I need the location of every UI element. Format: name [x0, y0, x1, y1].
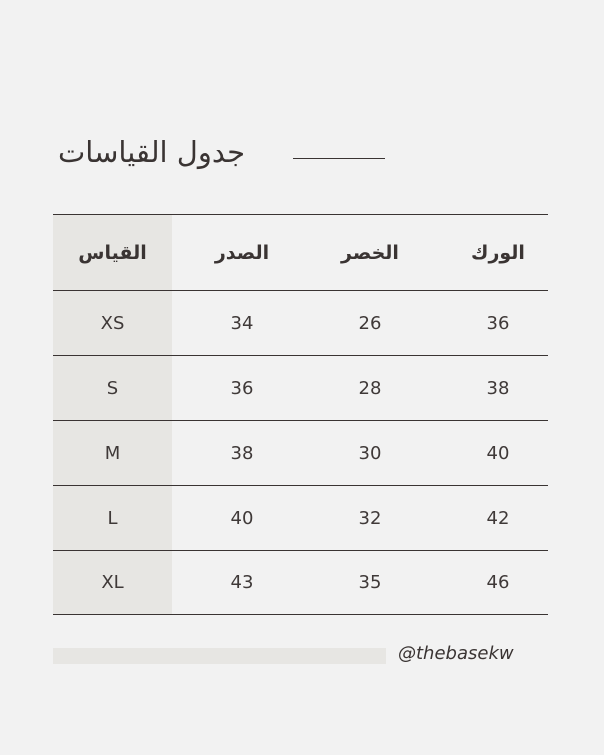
cell-hip: 36 — [486, 312, 510, 334]
cell-hip: 42 — [486, 507, 510, 529]
header-waist: الخصر — [341, 241, 399, 264]
cell-waist: 30 — [358, 442, 382, 464]
header-chest: الصدر — [214, 241, 270, 264]
cell-size: XS — [100, 312, 125, 334]
table-row — [53, 420, 548, 485]
cell-waist: 26 — [358, 312, 382, 334]
cell-waist: 28 — [358, 377, 382, 399]
cell-hip: 38 — [486, 377, 510, 399]
cell-waist: 32 — [358, 507, 382, 529]
cell-waist: 35 — [358, 572, 382, 593]
table-row — [53, 485, 548, 550]
cell-size: M — [104, 442, 121, 464]
cell-chest: 40 — [230, 507, 254, 529]
cell-chest: 43 — [230, 572, 254, 593]
table-row — [53, 355, 548, 420]
cell-chest: 36 — [230, 377, 254, 399]
size-chart-table — [53, 214, 548, 615]
page-title: جدول القياسات — [58, 135, 246, 169]
cell-size: XL — [101, 572, 124, 593]
cell-size: S — [106, 377, 119, 399]
cell-hip: 46 — [486, 572, 510, 593]
title-line — [293, 158, 385, 159]
cell-hip: 40 — [486, 442, 510, 464]
cell-chest: 38 — [230, 442, 254, 464]
table-row — [53, 550, 548, 615]
cell-chest: 34 — [230, 312, 254, 334]
table-row — [53, 290, 548, 355]
footer-bar — [53, 648, 386, 664]
cell-size: L — [107, 507, 118, 529]
header-size: القياس — [78, 241, 147, 264]
header-hip: الورك — [471, 241, 525, 264]
table-header-row — [53, 214, 548, 290]
instagram-handle: @thebasekw — [398, 643, 514, 664]
